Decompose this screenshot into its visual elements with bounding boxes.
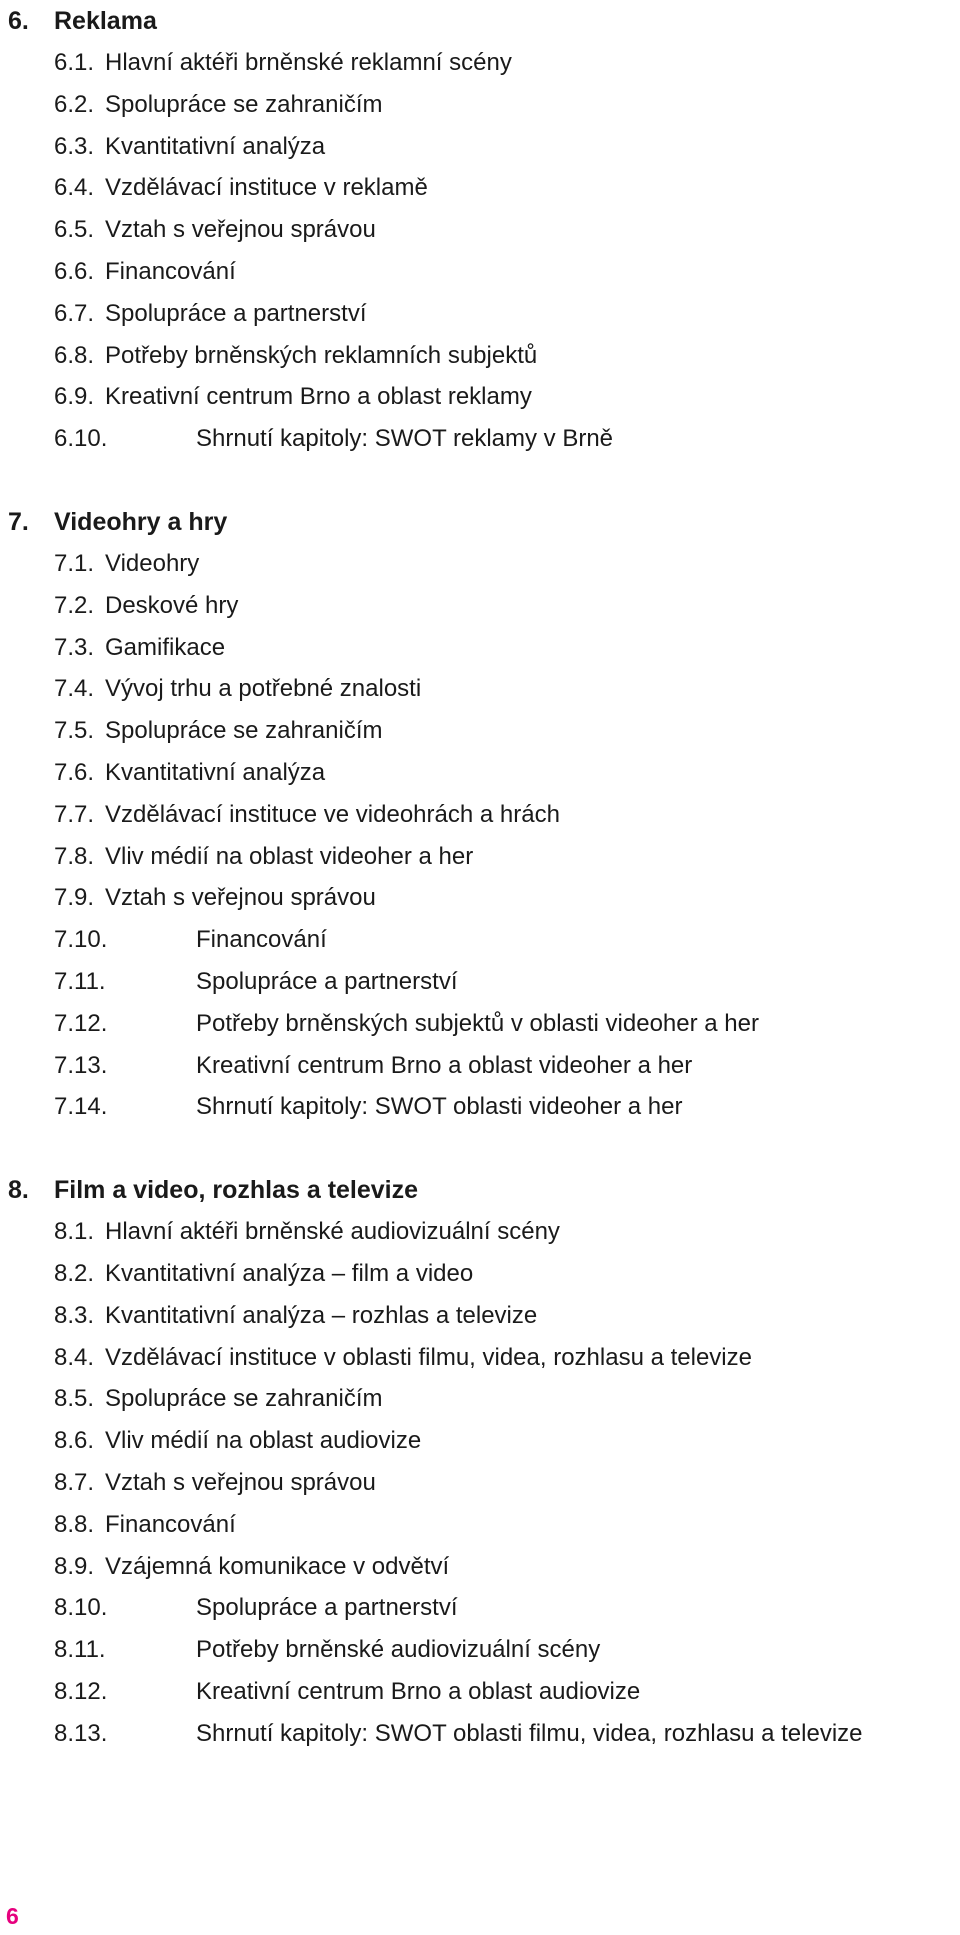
toc-entry <box>0 1003 960 1045</box>
entry-title: Vývoj trhu a potřebné znalosti <box>105 675 422 703</box>
entry-number: 6.6. <box>54 257 95 285</box>
entry-number: 6.2. <box>54 90 95 118</box>
entry-title: Kvantitativní analýza <box>105 758 326 786</box>
chapter-heading <box>0 1169 960 1211</box>
chapter-number: 6. <box>8 7 29 35</box>
entry-number: 8.13. <box>54 1719 108 1747</box>
chapter-8 <box>0 1169 960 1754</box>
toc-entry <box>0 1546 960 1588</box>
toc-entry <box>0 84 960 126</box>
toc-entry <box>0 209 960 251</box>
entry-title: Financování <box>196 926 327 954</box>
entry-title: Vliv médií na oblast videoher a her <box>105 842 474 870</box>
chapter-number: 7. <box>8 507 29 536</box>
toc-entry <box>0 543 960 585</box>
chapter-title: Videohry a hry <box>54 507 228 536</box>
entry-number: 8.6. <box>54 1427 95 1455</box>
entry-number: 6.1. <box>54 49 95 76</box>
entry-number: 6.4. <box>54 174 95 202</box>
entry-number: 7.3. <box>54 633 95 661</box>
entry-title: Kreativní centrum Brno a oblast reklamy <box>105 383 532 411</box>
entry-number: 6.10. <box>54 425 108 453</box>
entry-title: Potřeby brněnské audiovizuální scény <box>196 1636 601 1664</box>
entry-number: 7.12. <box>54 1009 108 1037</box>
entry-number: 7.6. <box>54 758 95 786</box>
toc-entry <box>0 1504 960 1546</box>
toc-entry <box>0 1253 960 1295</box>
spacer <box>0 460 960 501</box>
entry-number: 7.9. <box>54 884 95 912</box>
entry-title: Vzdělávací instituce v oblasti filmu, videa, rozhlasu a televize <box>105 1343 752 1371</box>
entry-title: Vztah s veřejnou správou <box>105 1468 376 1496</box>
toc-entry <box>0 794 960 836</box>
entry-number: 8.10. <box>54 1594 108 1622</box>
entry-title: Kvantitativní analýza – rozhlas a televize <box>105 1301 538 1329</box>
toc-entry <box>0 251 960 293</box>
entry-title: Spolupráce se zahraničím <box>105 90 383 118</box>
entry-title: Vzdělávací instituce ve videohrách a hrách <box>105 800 560 828</box>
entry-title: Vliv médií na oblast audiovize <box>105 1427 422 1455</box>
toc-entry <box>0 627 960 669</box>
entry-number: 8.12. <box>54 1677 108 1705</box>
toc-entry <box>0 710 960 752</box>
toc-entry <box>0 1086 960 1128</box>
entry-title: Spolupráce se zahraničím <box>105 1385 383 1413</box>
toc-entry <box>0 42 960 84</box>
entry-number: 8.4. <box>54 1343 95 1371</box>
toc-entry <box>0 376 960 418</box>
toc-entry <box>0 1337 960 1379</box>
toc-entry <box>0 126 960 168</box>
toc-entry <box>0 1462 960 1504</box>
entry-number: 8.1. <box>54 1218 95 1246</box>
entry-title: Gamifikace <box>105 633 226 661</box>
toc-entry <box>0 1671 960 1713</box>
chapter-7 <box>0 501 960 1128</box>
entry-number: 8.5. <box>54 1385 95 1413</box>
entry-title: Vzájemná komunikace v odvětví <box>105 1552 450 1580</box>
entry-title: Spolupráce a partnerství <box>105 299 367 327</box>
chapter-6 <box>0 0 960 460</box>
toc-entry <box>0 877 960 919</box>
entry-title: Kreativní centrum Brno a oblast audiovize <box>196 1677 641 1705</box>
entry-number: 7.2. <box>54 591 95 619</box>
page-number: 6 <box>6 1903 19 1929</box>
entry-title: Shrnutí kapitoly: SWOT reklamy v Brně <box>196 425 614 453</box>
toc-entry <box>0 1420 960 1462</box>
entry-number: 7.5. <box>54 717 95 745</box>
entry-title: Shrnutí kapitoly: SWOT oblasti videoher a her <box>196 1093 683 1121</box>
entry-title: Deskové hry <box>105 591 239 619</box>
toc-entry <box>0 1713 960 1755</box>
chapter-heading <box>0 0 960 42</box>
entry-number: 6.7. <box>54 299 95 327</box>
entry-number: 7.4. <box>54 675 95 703</box>
entry-title: Videohry <box>105 549 200 577</box>
toc-entry <box>0 1211 960 1253</box>
toc-entry <box>0 1045 960 1087</box>
chapter-title: Reklama <box>54 7 157 35</box>
entry-title: Kvantitativní analýza – film a video <box>105 1259 474 1287</box>
entry-title: Spolupráce a partnerství <box>196 1594 458 1622</box>
toc-entry <box>0 293 960 335</box>
entry-title: Hlavní aktéři brněnské reklamní scény <box>105 49 512 76</box>
toc-entry <box>0 668 960 710</box>
entry-number: 8.2. <box>54 1259 95 1287</box>
toc-entry <box>0 1587 960 1629</box>
entry-title: Spolupráce a partnerství <box>196 967 458 995</box>
entry-number: 6.9. <box>54 383 95 411</box>
entry-number: 6.3. <box>54 132 95 160</box>
toc-entry <box>0 836 960 878</box>
entry-number: 7.13. <box>54 1051 108 1079</box>
entry-title: Vztah s veřejnou správou <box>105 216 376 244</box>
toc-entry <box>0 335 960 377</box>
chapter-number: 8. <box>8 1176 29 1205</box>
toc-entry <box>0 961 960 1003</box>
entry-title: Spolupráce se zahraničím <box>105 717 383 745</box>
toc-entry <box>0 1378 960 1420</box>
entry-number: 7.1. <box>54 549 95 577</box>
entry-title: Vzdělávací instituce v reklamě <box>105 174 428 202</box>
entry-number: 8.9. <box>54 1552 95 1580</box>
toc-entry <box>0 585 960 627</box>
toc-entry <box>0 1295 960 1337</box>
entry-title: Shrnutí kapitoly: SWOT oblasti filmu, videa, rozhlasu a televize <box>196 1719 863 1747</box>
chapter-title: Film a video, rozhlas a televize <box>54 1176 419 1205</box>
entry-number: 7.14. <box>54 1093 108 1121</box>
toc-entry <box>0 752 960 794</box>
toc-entry <box>0 1629 960 1671</box>
entry-title: Potřeby brněnských reklamních subjektů <box>105 341 538 369</box>
entry-number: 8.11. <box>54 1636 106 1664</box>
toc-entry <box>0 919 960 961</box>
entry-number: 7.11. <box>54 967 106 995</box>
toc-entry <box>0 167 960 209</box>
entry-number: 6.8. <box>54 341 95 369</box>
entry-title: Vztah s veřejnou správou <box>105 884 376 912</box>
entry-number: 6.5. <box>54 216 95 244</box>
entry-title: Potřeby brněnských subjektů v oblasti videoher a her <box>196 1009 759 1037</box>
entry-number: 8.7. <box>54 1468 95 1496</box>
entry-number: 7.10. <box>54 926 108 954</box>
entry-number: 7.8. <box>54 842 95 870</box>
entry-title: Financování <box>105 257 236 285</box>
entry-number: 7.7. <box>54 800 95 828</box>
entry-title: Kreativní centrum Brno a oblast videoher a her <box>196 1051 693 1079</box>
entry-title: Financování <box>105 1510 236 1538</box>
entry-number: 8.3. <box>54 1301 95 1329</box>
spacer <box>0 1128 960 1169</box>
entry-title: Hlavní aktéři brněnské audiovizuální scény <box>105 1218 560 1246</box>
toc-entry <box>0 418 960 460</box>
entry-number: 8.8. <box>54 1510 95 1538</box>
entry-title: Kvantitativní analýza <box>105 132 326 160</box>
chapter-heading <box>0 501 960 543</box>
